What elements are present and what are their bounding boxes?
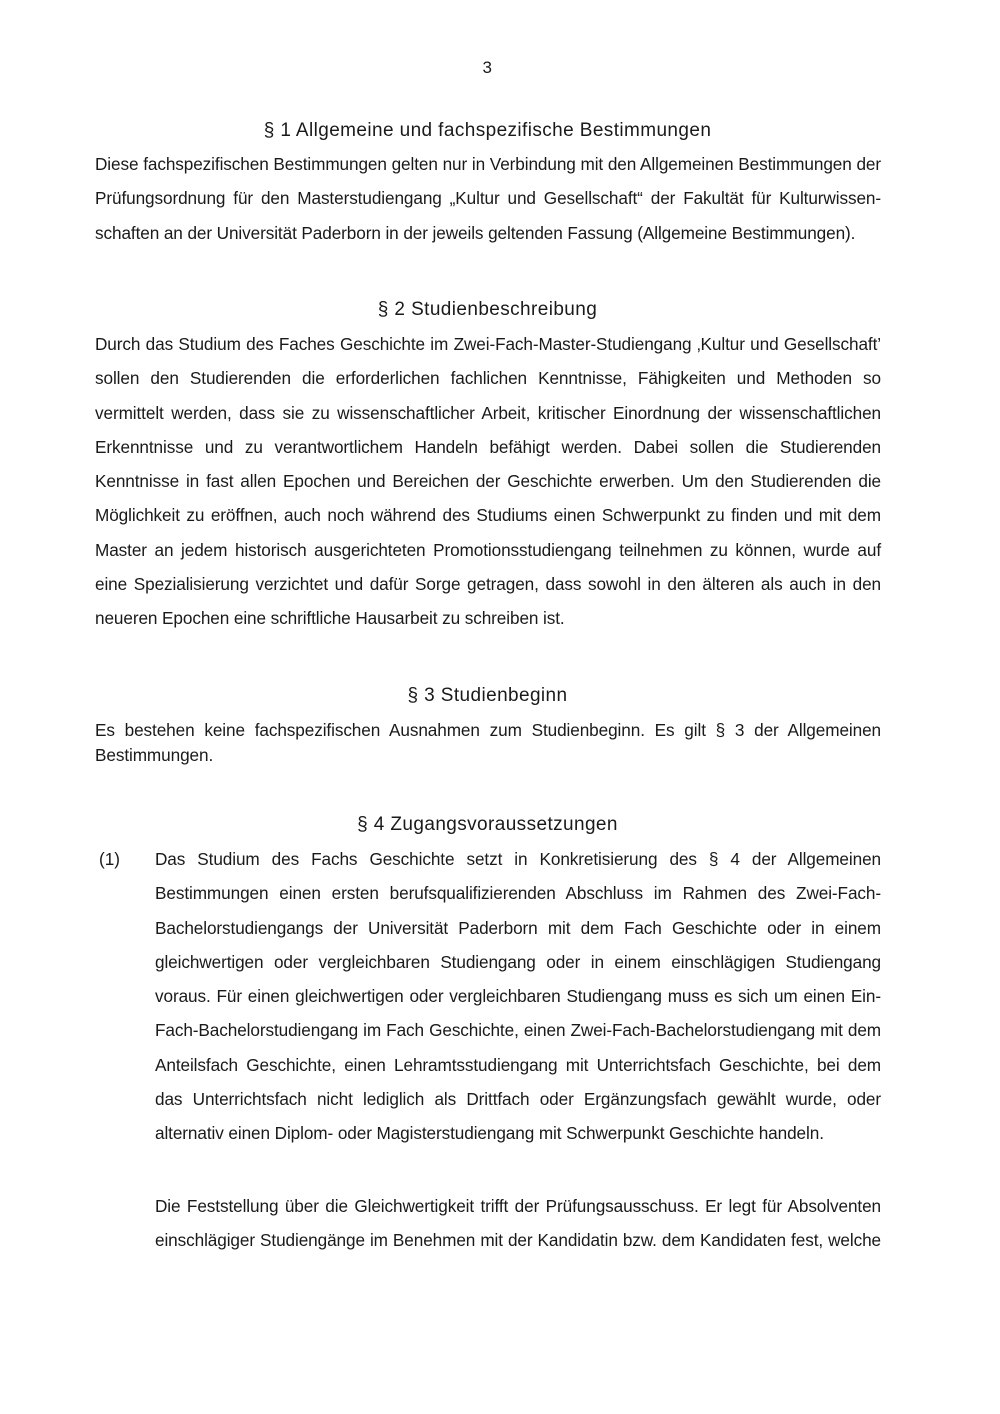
- section-3-paragraph: Es bestehen keine fachspezifischen Ausnahmen zum Studienbeginn. Es gilt § 3 der Allgemeinen Bestimmungen.: [95, 720, 881, 765]
- section-4-item-1-text: Das Studium des Fachs Geschichte setzt in Konkretisierung des § 4 der Allgemeinen Bestimmungen einen ersten berufsqualifizierenden Abschluss im Rahmen des Zwei-Fach-Bachelorstudiengangs der Universität Paderborn mit dem Fach Geschichte oder in einem gleichwertigen oder vergleichbaren Studiengang oder in einem einschlägigen Studiengang voraus. Für einen gleichwertigen oder vergleichbaren Studiengang muss es sich um einen Ein-Fach-Bachelorstudiengang im Fach Geschichte, einen Zwei-Fach-Bachelorstudiengang mit dem Anteilsfach Geschichte, einen Lehramtsstudiengang mit Unterrichtsfach Geschichte, bei dem das Unterrichtsfach nicht lediglich als Drittfach oder Ergänzungsfach gewählt wurde, oder alternativ einen Diplom- oder Magisterstudiengang mit Schwerpunkt Geschichte handeln.: [155, 849, 881, 1144]
- page-number: 3: [482, 58, 493, 77]
- section-3-heading: § 3 Studienbeginn: [407, 685, 568, 706]
- enumeration-number: (1): [99, 849, 121, 869]
- section-1-heading: § 1 Allgemeine und fachspezifische Bestimmungen: [263, 120, 712, 141]
- section-2-heading: § 2 Studienbeschreibung: [377, 299, 598, 320]
- section-4-item-1-continuation: Die Feststellung über die Gleichwertigkeit trifft der Prüfungsausschuss. Er legt für Absolventen einschlägiger Studiengänge im Benehmen mit der Kandidatin bzw. dem Kandidaten fest, welche: [155, 1196, 881, 1251]
- section-1-paragraph: Diese fachspezifischen Bestimmungen gelten nur in Verbindung mit den Allgemeinen Bestimmungen der Prüfungsordnung für den Masterstudiengang „Kultur und Gesellschaft“ der Fakultät für Kulturwissen-schaften an der Universität Paderborn in der jeweils geltenden Fassung (Allgemeine Bestimmungen).: [95, 154, 881, 243]
- section-2-paragraph: Durch das Studium des Faches Geschichte im Zwei-Fach-Master-Studiengang ‚Kultur und Gesellschaft’ sollen den Studierenden die erforderlichen fachlichen Kenntnisse, Fähigkeiten und Methoden so vermittelt werden, dass sie zu wissenschaftlicher Arbeit, kritischer Einordnung der wissenschaftlichen Erkenntnisse und zu verantwortlichem Handeln befähigt werden. Dabei sollen die Studierenden Kenntnisse in fast allen Epochen und Bereichen der Geschichte erwerben. Um den Studierenden die Möglichkeit zu eröffnen, auch noch während des Studiums einen Schwerpunkt zu finden und mit dem Master an jedem historisch ausgerichteten Promotionsstudiengang teilnehmen zu können, wurde auf eine Spezialisierung verzichtet und dafür Sorge getragen, dass sowohl in den älteren als auch in den neueren Epochen eine schriftliche Hausarbeit zu schreiben ist.: [95, 334, 881, 629]
- section-4-heading: § 4 Zugangsvoraussetzungen: [357, 814, 618, 835]
